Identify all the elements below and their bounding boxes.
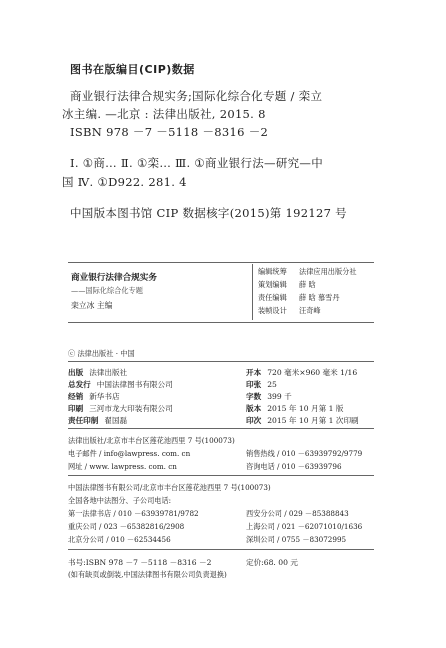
cip-record-number: 中国版本图书馆 CIP 数据核字(2015)第 192127 号 xyxy=(70,206,347,220)
pub-bottom-rule xyxy=(68,428,374,429)
branch-phone: 西安分公司 / 029 －85388843 xyxy=(246,509,349,518)
pub-value: 720 毫米×960 毫米 1/16 xyxy=(267,368,358,377)
publisher-address: 法律出版社/北京市丰台区莲花池西里 7 号(100073) xyxy=(68,436,235,445)
contact-rule xyxy=(68,475,374,476)
branch-phone: 北京分公司 / 010 －62534456 xyxy=(68,535,171,544)
pub-item xyxy=(246,367,357,378)
title-bottom-rule xyxy=(68,322,374,323)
branch-phone: 第一法律书店 / 010 －63939781/9782 xyxy=(68,509,199,518)
book-isbn: 书号:ISBN 978 －7 －5118 －8316 －2 xyxy=(68,558,212,567)
pub-value: 25 xyxy=(267,380,277,389)
copyright-notice: ⓒ 法律出版社 · 中国 xyxy=(68,349,135,358)
pub-value: 2015 年 10 月第 1 版 xyxy=(267,404,344,413)
branches-header: 全国各地中法图分、子公司电话: xyxy=(68,496,172,505)
replacement-notice: (如有缺页或倒装,中国法律图书有限公司负责退换) xyxy=(68,570,227,579)
pub-value: 2015 年 10 月第 1 次印刷 xyxy=(267,416,359,425)
branch-phone: 深圳公司 / 0755 －83072995 xyxy=(246,535,347,544)
book-subtitle: ——国际化综合化专题 xyxy=(71,286,143,295)
pub-label: 印张 xyxy=(246,380,262,389)
book-title: 商业银行法律合规实务 xyxy=(71,273,157,283)
pub-label: 总发行 xyxy=(68,380,91,389)
editor-name: 薛 晗 慕雪丹 xyxy=(299,293,340,302)
publisher-email: 电子邮件 / info@lawpress. com. cn xyxy=(68,449,191,458)
branch-phone: 重庆公司 / 023 －65382816/2908 xyxy=(68,522,185,531)
pub-item xyxy=(246,415,359,426)
editor-role: 编辑统筹 xyxy=(258,267,287,276)
pub-label: 版本 xyxy=(246,404,262,413)
book-price: 定价:68. 00 元 xyxy=(246,558,298,567)
book-editor: 栾立冰 主编 xyxy=(71,301,113,310)
pub-label: 开本 xyxy=(246,368,262,377)
pub-item xyxy=(68,391,120,402)
pub-label: 印次 xyxy=(246,416,262,425)
editor-name: 法律应用出版分社 xyxy=(299,267,357,276)
cip-classification-line-2: 国 Ⅳ. ①D922. 281. 4 xyxy=(62,175,187,189)
cip-classification-line: Ⅰ. ①商… Ⅱ. ①栾… Ⅲ. ①商业银行法—研究—中 xyxy=(70,156,324,170)
cip-title-line: 商业银行法律合规实务;国际化综合化专题 / 栾立 xyxy=(70,89,323,103)
pub-item xyxy=(68,367,127,378)
pub-item xyxy=(68,415,127,426)
sales-hotline: 销售热线 / 010 －63939792/9779 xyxy=(246,449,363,458)
pub-item xyxy=(246,391,292,402)
pub-label: 出版 xyxy=(68,368,84,377)
pub-item xyxy=(246,379,277,390)
cip-editor-line: 冰主编. —北京 : 法律出版社, 2015. 8 xyxy=(62,107,266,121)
editor-name: 汪奇峰 xyxy=(299,306,321,315)
pub-item xyxy=(68,403,173,414)
distributor-address: 中国法律图书有限公司/北京市丰台区莲花池西里 7 号(100073) xyxy=(68,483,271,492)
editor-role: 责任编辑 xyxy=(258,293,287,302)
title-top-rule xyxy=(68,262,374,263)
pub-value: 399 千 xyxy=(267,392,292,401)
cip-isbn-line: ISBN 978 －7 －5118 －8316 －2 xyxy=(70,125,269,139)
publisher-website: 网址 / www. lawpress. com. cn xyxy=(68,462,177,471)
editor-name: 薛 晗 xyxy=(299,280,316,289)
consult-phone: 咨询电话 / 010 －63939796 xyxy=(246,462,342,471)
branches-rule xyxy=(68,549,374,550)
pub-item xyxy=(68,379,173,390)
pub-label: 经销 xyxy=(68,392,84,401)
pub-value: 三河市龙大印装有限公司 xyxy=(89,404,173,413)
pub-value: 新华书店 xyxy=(89,392,120,401)
pub-label: 责任印制 xyxy=(68,416,99,425)
pub-label: 字数 xyxy=(246,392,262,401)
pub-value: 翟国磊 xyxy=(104,416,128,425)
pub-item xyxy=(246,403,343,414)
pub-value: 法律出版社 xyxy=(89,368,128,377)
pub-top-rule xyxy=(68,361,374,362)
branch-phone: 上海公司 / 021 －62071010/1636 xyxy=(246,522,363,531)
pub-label: 印刷 xyxy=(68,404,84,413)
editor-role: 策划编辑 xyxy=(258,280,287,289)
pub-value: 中国法律图书有限公司 xyxy=(96,380,173,389)
cip-heading: 图书在版编目(CIP)数据 xyxy=(70,63,195,76)
editor-role: 装帧设计 xyxy=(258,306,287,315)
